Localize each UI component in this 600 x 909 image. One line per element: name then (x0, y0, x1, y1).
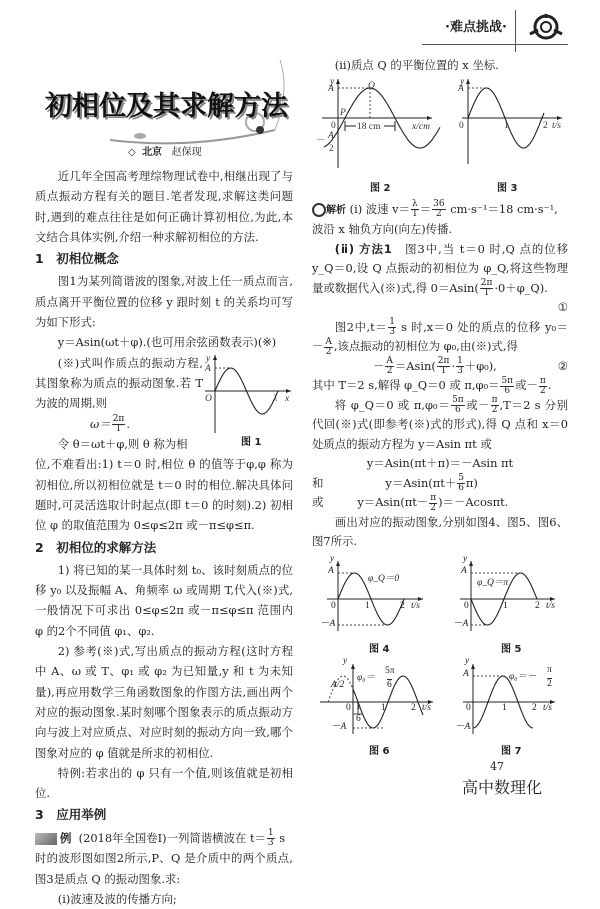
frac-den: T (440, 366, 447, 376)
right-column (312, 56, 568, 800)
fig3-t1-label: 1 (504, 120, 509, 131)
frac-den: 6 (455, 405, 461, 415)
fig3-t2-label: 2 (543, 120, 548, 131)
example-question-1: (ⅰ)波速及波的传播方向; (57, 891, 177, 906)
fig7-A-label: A (463, 668, 469, 679)
eq4-b: π) (465, 475, 478, 490)
fig5-x-label: t/s (546, 600, 555, 611)
method-1-tail: ·0＋φ_Q). (494, 280, 548, 295)
fig5-zero-label: 0 (464, 600, 469, 611)
sub-or: 或－ (465, 397, 490, 412)
fig3-A-label: A (458, 83, 464, 94)
section-1-heading: 1 初相位概念 (35, 251, 119, 267)
fig2-A-label: A (328, 83, 334, 94)
method-1-label: (ⅱ) 方法1 (334, 241, 392, 256)
fig7-negA-label: －A (455, 721, 471, 732)
p2-c: ,该点振动的初相位为 φ₀,由(※)式,得 (333, 339, 518, 353)
eq2-d: ＋φ₀), (464, 358, 497, 373)
fig5-caption: 图 5 (501, 643, 522, 655)
s1-paragraph-3b: 位,不难看出:1) t＝0 时,相位 θ 的值等于φ,φ 称为初相位,所以初相位就是 t＝0 时的相位.解决具体问题时,可灵活选取计时起点(即 t＝0 的时刻).2) 初相位 φ 的取值范围为 0≤φ≤2π 或－π≤φ≤π. (35, 457, 293, 533)
example-fraction (267, 829, 275, 848)
section-tag: ·难点挑战· (445, 20, 507, 35)
frac-num: 5π (501, 375, 514, 386)
fig7-phase-den: 2 (547, 678, 552, 689)
frac-den: 3 (457, 366, 463, 376)
frac-2pi-T (480, 279, 494, 298)
article-title: 初相位及其求解方法 (45, 91, 288, 122)
section-2-heading: 2 初相位的求解方法 (35, 539, 157, 555)
fig1-y-label: y (206, 353, 211, 364)
eq4-a: y＝Asin(πt＋ (385, 475, 457, 490)
substitution-paragraph (312, 396, 568, 455)
frac-den: 3 (389, 327, 395, 337)
fig4-negA-label: －A (320, 618, 336, 629)
sub-b: ,T＝2 s 分别代回(※)式(即参考(※)式的形式),得 Q 点和 x＝0 处质点的振动方程为 y＝Asin πt 或 (312, 397, 568, 451)
fig2-Q-label: Q (368, 80, 375, 91)
eq2-a: － (372, 358, 385, 373)
equation-4 (312, 474, 568, 494)
header-rule (422, 44, 568, 45)
equation-2 (312, 357, 568, 377)
sol-c: . (547, 378, 552, 392)
fig6-t1-label: 1 (381, 702, 386, 713)
frac-num: π (491, 395, 498, 405)
s1-paragraph-1: 图1为某列简谐波的图象,对波上任一质点而言,质点离开平衡位置的位移 y 跟时刻 t 的关系均可写为如下形式: (35, 274, 293, 330)
fig4-y-label: y (330, 553, 335, 564)
solution-label: 解析 (326, 204, 346, 216)
frac (451, 396, 465, 415)
frac-den: 3 (267, 838, 274, 849)
example-question-2: (ⅱ)质点 Q 的平衡位置的 x 坐标. (334, 58, 499, 72)
fig4-t2-label: 2 (400, 600, 405, 611)
frac-num: λ (412, 199, 418, 209)
example-label: 例 (60, 830, 72, 845)
fig1-lambda-label: λ (273, 393, 278, 404)
fig7-zero-label: 0 (466, 702, 471, 713)
frac-den: 2 (540, 385, 546, 396)
frac (456, 357, 464, 376)
fig2-caption: 图 2 (370, 182, 391, 194)
frac-num: 2π (112, 414, 125, 425)
fig4-t1-label: 1 (365, 600, 370, 611)
fig2-neg-sign: － (316, 135, 326, 146)
fig7-y-label: y (465, 655, 470, 666)
fig2-x-label: x/cm (412, 121, 430, 132)
fig6-caption: 图 6 (369, 745, 390, 757)
equation-mark-1: ① (557, 300, 568, 314)
fig6-A2-label: A/2 (331, 679, 345, 690)
fig5-y-label: y (463, 553, 468, 564)
fig4-phase-label: φ_Q＝0 (368, 573, 400, 584)
s2-paragraph-3: 特例:若求出的 φ 只有一个值,则该值就是初相位. (35, 765, 293, 801)
frac-num: π (539, 375, 546, 386)
frac (457, 474, 465, 493)
solutions-line (312, 376, 568, 396)
fig4-zero-label: 0 (331, 600, 336, 611)
method-1-text: 图3中,当 t＝0 时,Q 点的位移 y_Q＝0,设 Q 点振动的初相位为 φ_Q,将这些物理量或数据代入(※)式,得 0＝Asin( (312, 241, 568, 295)
eq2-c: · (451, 358, 456, 373)
fig6-zero-label: 0 (346, 702, 351, 713)
frac-lambda-T (411, 200, 419, 219)
p2-b: s 时,x＝0 处的质点的位移 y₀＝ (396, 319, 568, 334)
frac-den: 2 (386, 366, 393, 376)
frac (500, 377, 514, 396)
s1-equation: y＝Asin(ωt＋φ).(也可用余弦函数表示)(※) (57, 335, 277, 350)
fig7-phase-label: φ₀＝－ (509, 671, 537, 682)
journal-logo: 高中数理化 (462, 777, 543, 797)
fig2-distance-label: 18 cm (357, 121, 381, 132)
fig6-sixth-den: 6 (356, 713, 361, 724)
fig4-caption: 图 4 (369, 643, 390, 655)
author-marker: ◇ (128, 147, 136, 158)
s2-paragraph-1: 1) 将已知的某一具体时刻 t₀、该时刻质点的位移 y₀ 以及振幅 A、角频率 ω 或周期 T,代入(※)式,一般情况下可求出 0≤φ≤2π 或－π≤φ≤π 范围内 φ 的2个不同值 φ₁、φ₂. (35, 562, 293, 638)
column-logo-icon (526, 12, 566, 42)
fig5-t1-label: 1 (503, 600, 508, 611)
footer (312, 760, 568, 800)
fig7-t2-label: 2 (532, 702, 537, 713)
frac-num: 1 (389, 317, 395, 327)
equation-3: y＝Asin(πt＋π)＝－Asin πt (366, 456, 514, 470)
frac-den: 2 (436, 209, 442, 219)
fig3-y-label: y (460, 76, 465, 87)
magnifier-icon (312, 203, 326, 217)
frac-num: A (325, 336, 332, 347)
fig6-y-label: y (343, 655, 348, 666)
frac-num: 2π (480, 278, 493, 288)
sub-a: 将 φ_Q＝0 或 π,φ₀＝ (334, 397, 451, 412)
frac-den: T (411, 209, 418, 219)
fig2-zero-label: 0 (331, 120, 336, 131)
fig3-zero-label: 0 (459, 120, 464, 131)
frac-num: 5 (458, 473, 464, 483)
fig4-x-label: t/s (411, 600, 420, 611)
fig6-phase-den: 6 (387, 679, 392, 690)
equation-mark-2: ② (557, 358, 568, 373)
fig5-A-label: A (461, 565, 467, 576)
frac-num: π (430, 492, 437, 503)
author-name: 赵保现 (171, 147, 202, 158)
frac-den: 2 (325, 346, 332, 357)
equation-5 (312, 493, 568, 513)
frac-A-2 (324, 338, 333, 357)
header-divider (515, 10, 516, 52)
fig1-origin-label: O (205, 393, 212, 404)
frac-den: 6 (504, 385, 511, 396)
section-3-heading: 3 应用举例 (35, 807, 107, 823)
omega-fraction (112, 415, 126, 434)
fig4-A-label: A (328, 565, 334, 576)
eq2-b: ＝Asin( (394, 358, 436, 373)
fig3-caption: 图 3 (497, 182, 518, 194)
frac-num: 1 (457, 356, 463, 366)
eq5-b: )＝－Acosπt. (438, 495, 509, 509)
or-label: 或 (312, 495, 324, 509)
frac-num: 2π (437, 356, 450, 366)
omega-equation: ω＝ $\frac{2\pi}{T}$ . (90, 414, 130, 435)
fig3-x-label: t/s (552, 120, 561, 131)
fig6-x-label: t/s (422, 702, 431, 713)
fig6-phase-num: 5π (385, 665, 395, 676)
frac-num: 1 (267, 828, 274, 839)
omega-lhs: ω＝ (90, 416, 111, 431)
figures-4-7 (305, 553, 600, 757)
fig2-negA2-den: 2 (329, 143, 334, 154)
fig6-phase-label: φ₀＝ (357, 672, 376, 683)
sol1-c: cm·s⁻¹＝18 cm·s⁻¹, (446, 201, 558, 216)
left-column (35, 166, 293, 909)
s1-paragraph-2: (※)式叫作质点的振动方程,其图象称为质点的振动图象.若 T 为波的周期,则 (35, 355, 203, 411)
draw-paragraph: 画出对应的振动图象,分别如图4、图5、图6、图7所示. (312, 514, 568, 548)
fig2-P-label: P (340, 107, 346, 118)
fig1-caption: 图 1 (241, 436, 262, 448)
fig7-caption: 图 7 (501, 745, 522, 757)
example-text-a: (2018年全国卷Ⅰ)一列简谐横波在 t＝ (78, 830, 266, 845)
frac-num: A (386, 356, 393, 366)
p2-a: 图2中,t＝ (334, 319, 388, 334)
frac (437, 357, 451, 376)
frac (491, 396, 499, 415)
frac-36-2 (432, 200, 445, 219)
sol-b: 或－ (515, 378, 538, 392)
author-place: 北京 (142, 147, 163, 158)
s2-paragraph-2: 2) 参考(※)式,写出质点的振动方程(这时方程中 A、ω 或 T、φ₁ 或 φ₂ 为已知量,y 和 t 为未知量),再应用数学三角函数图象的作图方法,画出两个对应的振动图象.某时刻哪个图象表示的质点振动方向与波上对应质点、对应时刻的振动方向一致,哪个图象对应的 φ 值就是所求的初相位. (35, 644, 293, 760)
sol1-a: (ⅰ) 波速 v＝ (349, 201, 411, 216)
fig7-t1-label: 1 (502, 702, 507, 713)
fig5-phase-label: φ_Q＝π (477, 577, 509, 588)
fig2-y-label: y (330, 76, 335, 87)
fig2-negA2-num: A (328, 130, 334, 141)
frac-num: 36 (433, 199, 445, 209)
fig5-t2-label: 2 (535, 600, 540, 611)
fig2-analysis: 图2中,t＝ $\frac{1}{3}$ s 时,x＝0 处的质点的位移 y₀＝－ $\frac{A}{2}$ ,该点振动的初相位为 φ₀,由(※)式,得 (312, 317, 568, 357)
frac-den: T (115, 424, 122, 435)
page-number: 47 (490, 759, 504, 773)
fig5-negA-label: －A (453, 618, 469, 629)
fig1-x-label: x (285, 393, 290, 404)
author-line (128, 143, 202, 158)
frac-den: 2 (491, 405, 498, 415)
fig6-sixth-num: 1 (356, 701, 361, 712)
figure-1 (203, 353, 293, 449)
figures-2-3 (312, 76, 568, 194)
and-label: 和 (312, 475, 324, 490)
sol-a: 其中 T＝2 s,解得 φ_Q＝0 或 π,φ₀＝ (312, 378, 500, 392)
frac-1-3 (388, 318, 396, 337)
frac-den: 2 (430, 502, 437, 513)
frac-den: 6 (458, 483, 464, 493)
fig7-x-label: t/s (543, 702, 552, 713)
frac (539, 377, 547, 396)
fig1-A-label: A (205, 363, 211, 374)
frac (385, 357, 394, 376)
example-text-c: 时的波形图如图2所示,P、Q 是介质中的两个质点,图3是质点 Q 的振动图象.求: (35, 851, 293, 886)
example-icon (35, 833, 57, 845)
fig6-t2-label: 2 (411, 702, 416, 713)
eq5-a: y＝Asin(πt－ (357, 495, 429, 509)
fig7-phase-num: π (547, 664, 552, 675)
sol1-b: ＝ (419, 201, 432, 216)
frac (429, 494, 437, 513)
sol1-direction: 波沿 x 轴负方向(向左)传播. (312, 222, 453, 236)
method-1-paragraph (312, 240, 568, 314)
solution-part-1 (312, 200, 568, 221)
example-text-b: s (275, 830, 286, 845)
frac-den: T (483, 288, 490, 298)
frac-num: 5π (452, 395, 464, 405)
example-intro (35, 828, 293, 849)
fig6-negA-label: －A (331, 721, 347, 732)
s1-paragraph-3a: 令 θ＝ωt＋φ,则 θ 称为相 (57, 437, 188, 452)
intro-paragraph: 近几年全国高考理综物理试卷中,相继出现了与质点振动方程有关的题目.笔者发现,求解这类问题时,遇到的难点往往是如何正确计算初相位,为此,本文结合具体实例,介绍一种求解初相位的方法. (35, 169, 293, 244)
